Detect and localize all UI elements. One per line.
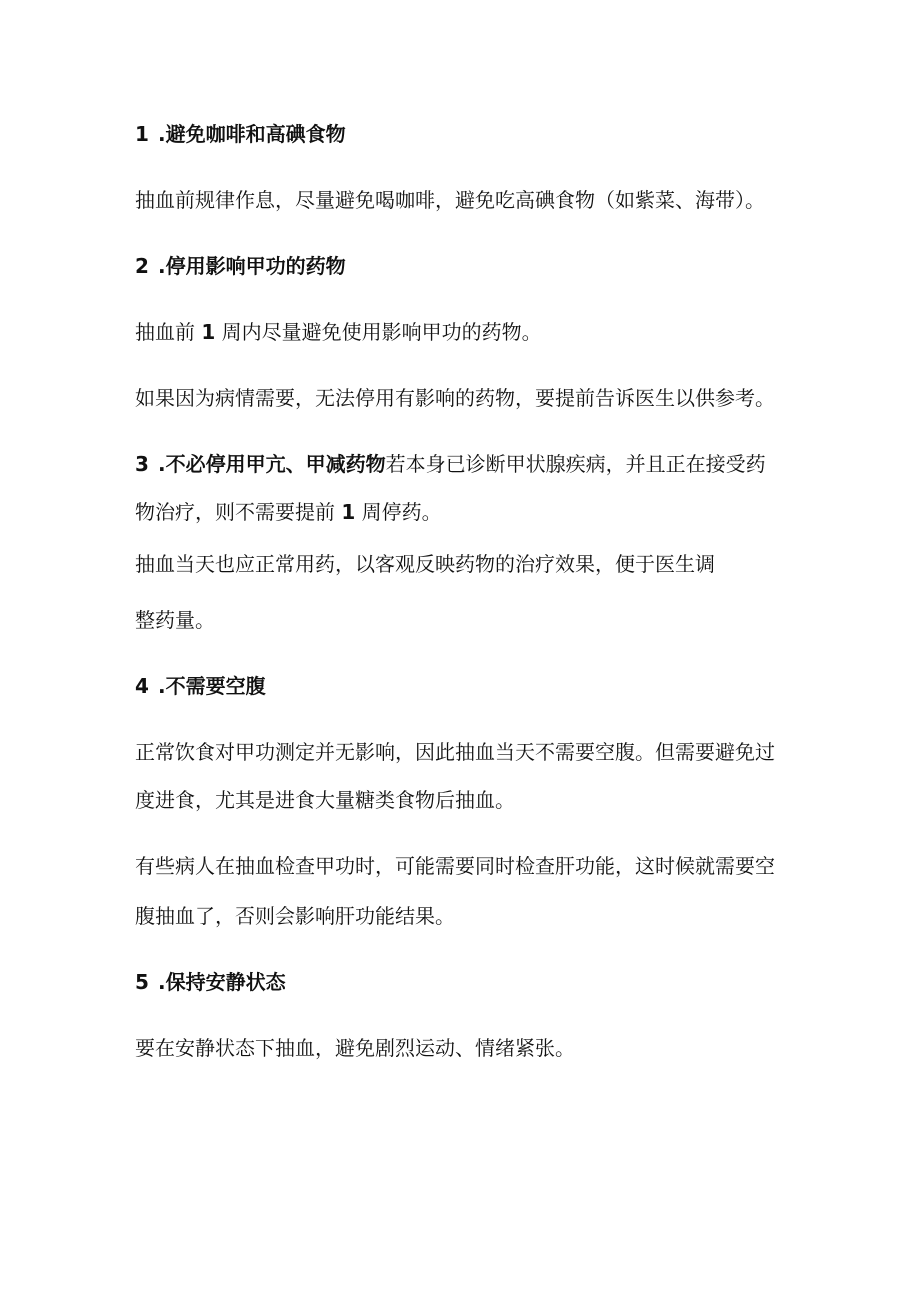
paragraph: 要在安静状态下抽血，避免剧烈运动、情绪紧张。 xyxy=(135,1036,575,1060)
section-heading-1 xyxy=(135,120,346,148)
section-heading-5 xyxy=(135,968,286,996)
section-title: .不需要空腹 xyxy=(158,674,266,698)
section-title: .保持安静状态 xyxy=(158,970,286,994)
section-title: .不必停用甲亢、甲减药物 xyxy=(158,452,386,476)
section-number: 5 xyxy=(135,970,149,994)
paragraph-number: 1 xyxy=(201,320,216,344)
paragraph: 抽血当天也应正常用药，以客观反映药物的治疗效果，便于医生调 xyxy=(135,552,715,576)
paragraph: 如果因为病情需要，无法停用有影响的药物，要提前告诉医生以供参考。 xyxy=(135,386,775,410)
paragraph-text: 周内尽量避免使用影响甲功的药物。 xyxy=(215,320,542,344)
paragraph-continuation xyxy=(135,498,442,526)
section-number: 4 xyxy=(135,674,149,698)
paragraph: 正常饮食对甲功测定并无影响，因此抽血当天不需要空腹。但需要避免过 xyxy=(135,740,775,764)
paragraph-text: 周停药。 xyxy=(355,500,442,524)
section-number: 2 xyxy=(135,254,149,278)
paragraph: 腹抽血了，否则会影响肝功能结果。 xyxy=(135,904,455,928)
paragraph: 有些病人在抽血检查甲功时，可能需要同时检查肝功能，这时候就需要空 xyxy=(135,854,775,878)
paragraph xyxy=(135,318,542,346)
paragraph: 整药量。 xyxy=(135,608,215,632)
section-title: .停用影响甲功的药物 xyxy=(158,254,346,278)
paragraph-text: 物治疗，则不需要提前 xyxy=(135,500,342,524)
section-title: .避免咖啡和高碘食物 xyxy=(158,122,346,146)
section-heading-3 xyxy=(135,450,766,478)
section-heading-2 xyxy=(135,252,346,280)
paragraph-text: 抽血前 xyxy=(135,320,202,344)
section-inline-text: 若本身已诊断甲状腺疾病，并且正在接受药 xyxy=(385,452,766,476)
section-number: 1 xyxy=(135,122,149,146)
section-heading-4 xyxy=(135,672,266,700)
paragraph: 抽血前规律作息，尽量避免喝咖啡，避免吃高碘食物（如紫菜、海带）。 xyxy=(135,188,765,212)
section-number: 3 xyxy=(135,452,149,476)
paragraph-number: 1 xyxy=(341,500,356,524)
paragraph: 度进食，尤其是进食大量糖类食物后抽血。 xyxy=(135,788,515,812)
